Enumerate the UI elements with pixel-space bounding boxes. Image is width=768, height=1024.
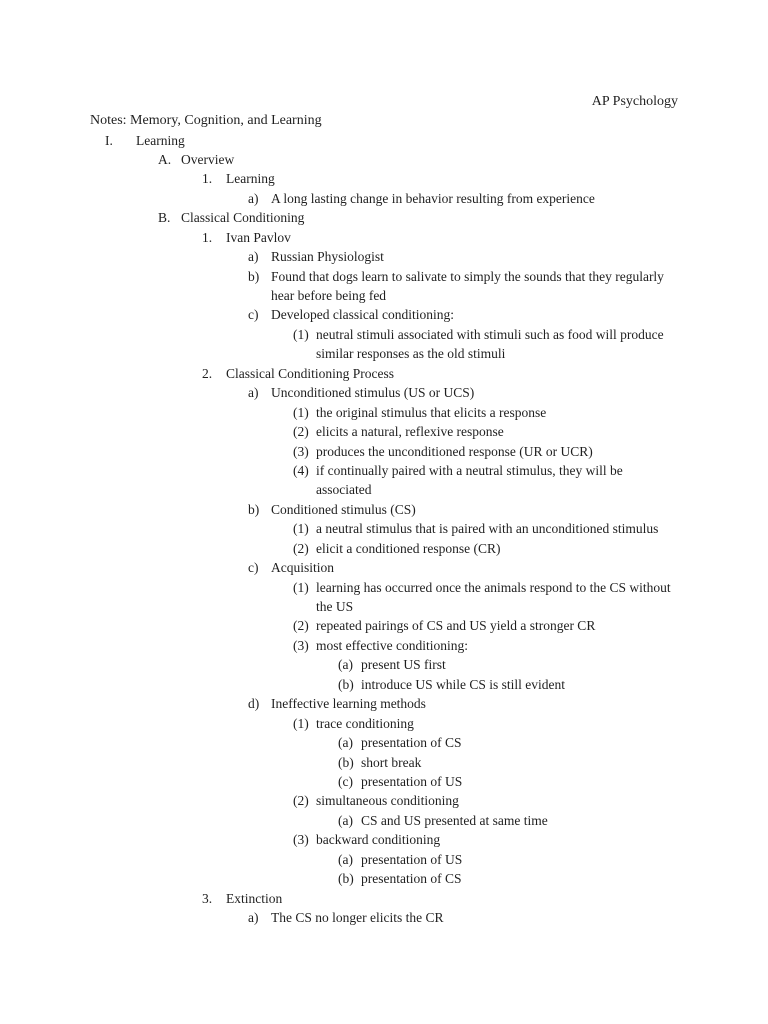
outline-marker: (a) — [338, 851, 353, 867]
outline-item-level-4 — [0, 714, 768, 733]
outline-text: short break — [361, 754, 422, 770]
outline-marker: (1) — [293, 579, 309, 595]
outline-text: introduce US while CS is still evident — [361, 676, 565, 692]
outline-item-level-5 — [0, 772, 768, 791]
outline-marker: I. — [105, 132, 113, 148]
outline-item-level-5 — [0, 850, 768, 869]
outline-marker: 1. — [202, 171, 213, 187]
outline-item-level-4 — [0, 791, 768, 810]
outline-marker: (2) — [293, 793, 309, 809]
outline-text: similar responses as the old stimuli — [316, 346, 506, 362]
outline-marker: (b) — [338, 871, 354, 887]
outline-item-level-0 — [0, 131, 768, 150]
outline-text: hear before being fed — [271, 288, 387, 303]
outline-text: neutral stimuli associated with stimuli such as food will produce — [316, 326, 664, 342]
outline-text: Unconditioned stimulus (US or UCS) — [271, 385, 475, 401]
outline-marker: (2) — [293, 540, 309, 556]
outline-item-level-2 — [0, 169, 768, 188]
outline-marker: (b) — [338, 676, 354, 692]
outline-item-level-2 — [0, 364, 768, 383]
outline-marker: (1) — [293, 404, 309, 420]
outline-item-level-5 — [0, 753, 768, 772]
outline-item-level-3 — [0, 558, 768, 577]
outline-item-level-4 — [0, 636, 768, 655]
outline-text: presentation of CS — [361, 871, 462, 887]
outline-item-level-3 — [0, 908, 768, 927]
outline-text: present US first — [361, 657, 446, 673]
outline-item-level-3 — [0, 383, 768, 402]
outline-marker: a) — [248, 190, 259, 206]
outline-text: A long lasting change in behavior resulting from experience — [271, 190, 595, 206]
outline-text: associated — [316, 482, 372, 498]
outline-marker: (1) — [293, 715, 309, 731]
outline-marker: 3. — [202, 890, 213, 906]
outline-text: CS and US presented at same time — [361, 812, 548, 828]
outline-marker: a) — [248, 385, 259, 401]
outline-text: the US — [316, 599, 354, 614]
outline-item-level-4 — [0, 344, 768, 363]
outline-text: learning has occurred once the animals respond to the CS without — [316, 579, 671, 595]
outline-marker: 1. — [202, 229, 213, 245]
outline-item-level-4 — [0, 422, 768, 441]
outline-item-level-1 — [0, 208, 768, 227]
outline-item-level-4 — [0, 519, 768, 538]
outline-item-level-4 — [0, 461, 768, 480]
outline-text: Ineffective learning methods — [271, 696, 426, 712]
outline-marker: (b) — [338, 754, 354, 770]
outline-text: if continually paired with a neutral stimulus, they will be — [316, 462, 623, 478]
outline-item-level-4 — [0, 442, 768, 461]
outline-text: Overview — [181, 151, 235, 167]
outline-text: Developed classical conditioning: — [271, 307, 454, 323]
notes-title: Notes: Memory, Cognition, and Learning — [90, 113, 322, 128]
outline-marker: (2) — [293, 424, 309, 440]
outline-marker: (4) — [293, 462, 309, 478]
outline-item-level-4 — [0, 616, 768, 635]
outline-marker: a) — [248, 910, 259, 925]
outline-marker: 2. — [202, 365, 213, 381]
outline-text: most effective conditioning: — [316, 637, 468, 653]
course-name: AP Psychology — [591, 94, 678, 109]
outline-marker: (a) — [338, 735, 353, 751]
outline-item-level-3 — [0, 500, 768, 519]
outline-text: elicits a natural, reflexive response — [316, 424, 504, 440]
outline-marker: (2) — [293, 618, 309, 634]
outline-item-level-3 — [0, 305, 768, 324]
outline-text: presentation of US — [361, 773, 463, 789]
outline-item-level-3 — [0, 189, 768, 208]
outline-text: Conditioned stimulus (CS) — [271, 501, 416, 517]
outline-marker: (3) — [293, 443, 309, 459]
outline-item-level-3 — [0, 694, 768, 713]
outline-marker: d) — [248, 696, 260, 712]
outline-text: presentation of CS — [361, 735, 462, 751]
outline-item-level-4 — [0, 578, 768, 597]
outline-item-level-5 — [0, 733, 768, 752]
outline-text: The CS no longer elicits the CR — [271, 910, 444, 925]
outline-text: Learning — [136, 132, 185, 148]
outline-text: Learning — [226, 171, 275, 187]
outline-marker: (3) — [293, 637, 309, 653]
outline-item-level-4 — [0, 480, 768, 499]
outline-text: Classical Conditioning — [181, 210, 305, 226]
outline-item-level-5 — [0, 811, 768, 830]
outline-item-level-3 — [0, 267, 768, 286]
outline-text: a neutral stimulus that is paired with an unconditioned stimulus — [316, 521, 659, 537]
outline-item-level-4 — [0, 403, 768, 422]
outline-text: elicit a conditioned response (CR) — [316, 540, 501, 556]
outline-text: Russian Physiologist — [271, 249, 384, 265]
outline-text: Extinction — [226, 890, 283, 906]
outline-text: the original stimulus that elicits a response — [316, 404, 547, 420]
outline-item-level-2 — [0, 228, 768, 247]
outline-item-level-4 — [0, 597, 768, 616]
outline-text: presentation of US — [361, 851, 463, 867]
outline-item-level-4 — [0, 325, 768, 344]
outline-marker: (a) — [338, 657, 353, 673]
outline-marker: (c) — [338, 773, 353, 789]
outline-text: produces the unconditioned response (UR or UCR) — [316, 443, 593, 459]
outline-marker: c) — [248, 560, 259, 576]
outline-text: Acquisition — [271, 560, 334, 576]
outline-marker: B. — [158, 210, 171, 226]
outline-text: simultaneous conditioning — [316, 793, 459, 809]
outline-item-level-5 — [0, 655, 768, 674]
outline — [0, 131, 768, 928]
outline-marker: c) — [248, 307, 259, 323]
outline-text: trace conditioning — [316, 715, 414, 731]
outline-item-level-4 — [0, 830, 768, 849]
outline-text: backward conditioning — [316, 832, 441, 848]
outline-marker: a) — [248, 249, 259, 265]
outline-item-level-5 — [0, 675, 768, 694]
outline-text: repeated pairings of CS and US yield a stronger CR — [316, 618, 596, 634]
outline-item-level-5 — [0, 869, 768, 888]
outline-item-level-2 — [0, 889, 768, 908]
outline-marker: (a) — [338, 812, 353, 828]
outline-item-level-3 — [0, 247, 768, 266]
outline-marker: (3) — [293, 832, 309, 848]
outline-item-level-3 — [0, 286, 768, 305]
outline-item-level-4 — [0, 539, 768, 558]
outline-marker: A. — [158, 151, 172, 167]
outline-marker: b) — [248, 268, 260, 284]
outline-marker: b) — [248, 501, 260, 517]
outline-marker: (1) — [293, 326, 309, 342]
outline-text: Classical Conditioning Process — [226, 365, 394, 381]
outline-marker: (1) — [293, 521, 309, 537]
outline-item-level-1 — [0, 150, 768, 169]
outline-text: Found that dogs learn to salivate to simply the sounds that they regularly — [271, 268, 664, 284]
outline-text: Ivan Pavlov — [226, 229, 291, 245]
